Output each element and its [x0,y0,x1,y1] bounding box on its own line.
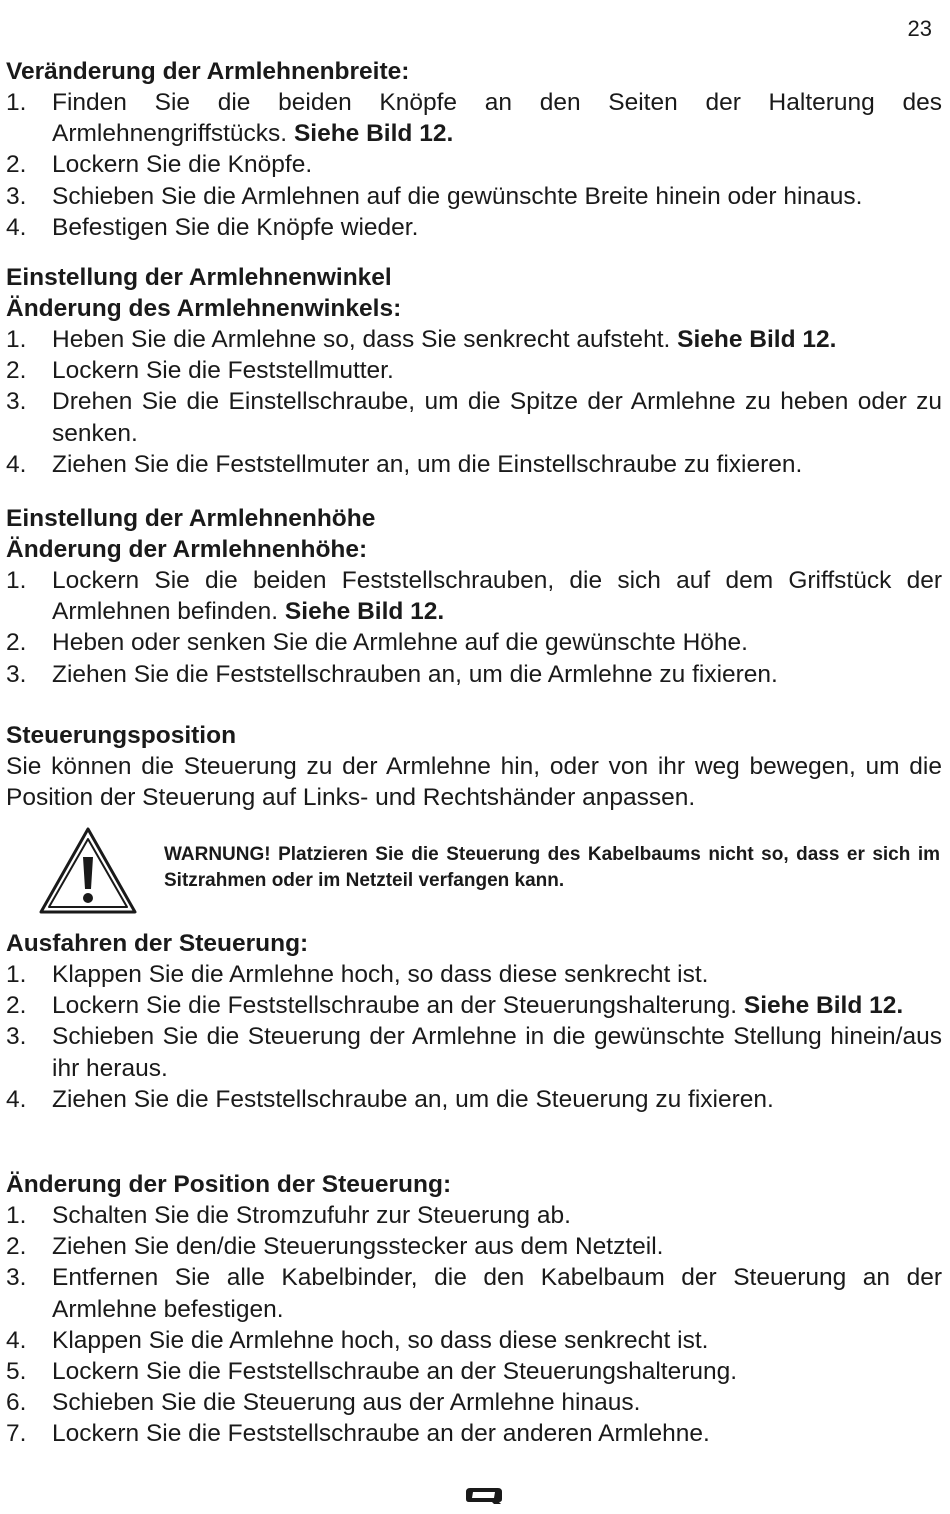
step-item [6,1262,942,1324]
step-text: Lockern Sie die Feststellschraube an der Steuerungshalterung. [52,992,738,1020]
step-text: Lockern Sie die Feststellschraube an der anderen Armlehne. [52,1420,710,1448]
figure-reference: Siehe Bild 12. [677,326,837,353]
step-item [6,1325,942,1356]
step-item [6,1021,942,1083]
steps-list [6,324,942,480]
step-number: 1. [6,89,27,116]
figure-reference: Siehe Bild 12. [293,120,454,148]
step-number: 7. [6,1420,27,1448]
step-item [6,324,942,355]
step-number: 3. [6,388,27,416]
step-item [6,1356,942,1387]
step-text: Ziehen Sie die Feststellschraube an, um die Steuerung zu fixieren. [52,1085,774,1113]
step-text: Lockern Sie die Knöpfe. [52,151,313,179]
step-text: Schalten Sie die Stromzufuhr zur Steuerung ab. [52,1202,571,1229]
step-item [6,1200,942,1231]
step-item [6,212,942,243]
steps-list [6,87,942,243]
step-number: 1. [6,961,27,988]
step-text: Heben Sie die Armlehne so, dass Sie senkrecht aufsteht. [52,326,671,353]
step-text: Befestigen Sie die Knöpfe wieder. [52,213,419,241]
warning-text: WARNUNG! Platzieren Sie die Steuerung des Kabelbaums nicht so, dass er sich im Sitzrahmen oder im Netzteil verfangen kann. [164,844,940,891]
step-number: 3. [6,1023,27,1051]
step-text: Klappen Sie die Armlehne hoch, so dass diese senkrecht ist. [52,961,709,988]
section-subtitle: Änderung der Armlehnenhöhe: [6,536,368,563]
step-number: 1. [6,567,27,594]
step-item [6,1387,942,1418]
step-number: 4. [6,1326,27,1354]
section-title: Steuerungsposition [6,722,237,749]
section-body: Sie können die Steuerung zu der Armlehne hin, oder von ihr weg bewegen, um die Position der Steuerung auf Links- und Rechtshänder anpassen. [6,753,942,812]
step-text: Schieben Sie die Steuerung aus der Armlehne hinaus. [52,1389,641,1417]
step-number: 3. [6,1264,27,1292]
step-number: 2. [6,992,27,1020]
step-text: Ziehen Sie die Feststellmuter an, um die Einstellschraube zu fixieren. [52,450,803,478]
section-change-control-position [6,1169,942,1450]
step-item [6,565,942,627]
step-text: Heben oder senken Sie die Armlehne auf die gewünschte Höhe. [52,629,748,657]
step-item [6,181,942,212]
section-control-position [6,720,942,813]
step-number: 2. [6,629,27,657]
step-text: Finden Sie die beiden Knöpfe an den Seiten der Halterung des Armlehnengriffstücks. [52,89,942,148]
step-item [6,1084,942,1115]
step-item [6,355,942,386]
section-title: Ausfahren der Steuerung: [6,930,309,957]
step-number: 4. [6,1085,27,1113]
step-item [6,959,942,990]
section-title: Einstellung der Armlehnenwinkel [6,264,392,291]
section-title: Einstellung der Armlehnenhöhe [6,505,376,532]
step-text: Ziehen Sie die Feststellschrauben an, um die Armlehne zu fixieren. [52,660,778,688]
step-text: Ziehen Sie den/die Steuerungsstecker aus dem Netzteil. [52,1233,664,1261]
section-extend-control [6,928,942,1115]
steps-list [6,1200,942,1450]
step-item [6,659,942,690]
step-item [6,990,942,1021]
steps-list [6,565,942,690]
figure-reference: Siehe Bild 12. [284,598,445,626]
step-text: Lockern Sie die Feststellschraube an der Steuerungshalterung. [52,1358,738,1386]
step-item [6,149,942,180]
step-text: Lockern Sie die beiden Feststellschrauben, die sich auf dem Griffstück der Armlehnen befinden. [52,567,942,626]
step-number: 5. [6,1358,27,1386]
step-item [6,449,942,480]
step-number: 1. [6,326,27,353]
step-number: 1. [6,1202,27,1229]
step-item [6,1231,942,1262]
q-logo-icon [464,1487,504,1505]
step-number: 2. [6,151,27,179]
step-number: 3. [6,660,27,688]
step-number: 3. [6,182,27,210]
page-number: 23 [907,16,932,41]
section-armrest-height [6,503,942,690]
step-item [6,87,942,149]
warning-box [6,826,942,918]
step-number: 4. [6,450,27,478]
step-text: Schieben Sie die Steuerung der Armlehne in die gewünschte Stellung hinein/aus ihr heraus. [52,1023,942,1082]
step-number: 2. [6,1233,27,1261]
warning-triangle-icon [38,826,138,916]
step-number: 4. [6,213,27,241]
step-text: Schieben Sie die Armlehnen auf die gewünschte Breite hinein oder hinaus. [52,182,863,210]
section-subtitle: Änderung des Armlehnenwinkels: [6,295,402,322]
step-text: Drehen Sie die Einstellschraube, um die Spitze der Armlehne zu heben oder zu senken. [52,388,942,447]
step-item [6,1418,942,1449]
step-number: 2. [6,357,27,385]
step-item [6,627,942,658]
section-title: Änderung der Position der Steuerung: [6,1171,452,1198]
step-text: Lockern Sie die Feststellmutter. [52,357,394,385]
step-text: Klappen Sie die Armlehne hoch, so dass diese senkrecht ist. [52,1326,709,1354]
steps-list [6,959,942,1115]
step-number: 6. [6,1389,27,1417]
step-item [6,386,942,448]
section-title: Veränderung der Armlehnenbreite: [6,58,410,85]
figure-reference: Siehe Bild 12. [743,992,904,1020]
section-armrest-angle [6,262,942,480]
section-armrest-width [6,56,942,243]
step-text: Entfernen Sie alle Kabelbinder, die den Kabelbaum der Steuerung an der Armlehne befestigen. [52,1264,942,1323]
